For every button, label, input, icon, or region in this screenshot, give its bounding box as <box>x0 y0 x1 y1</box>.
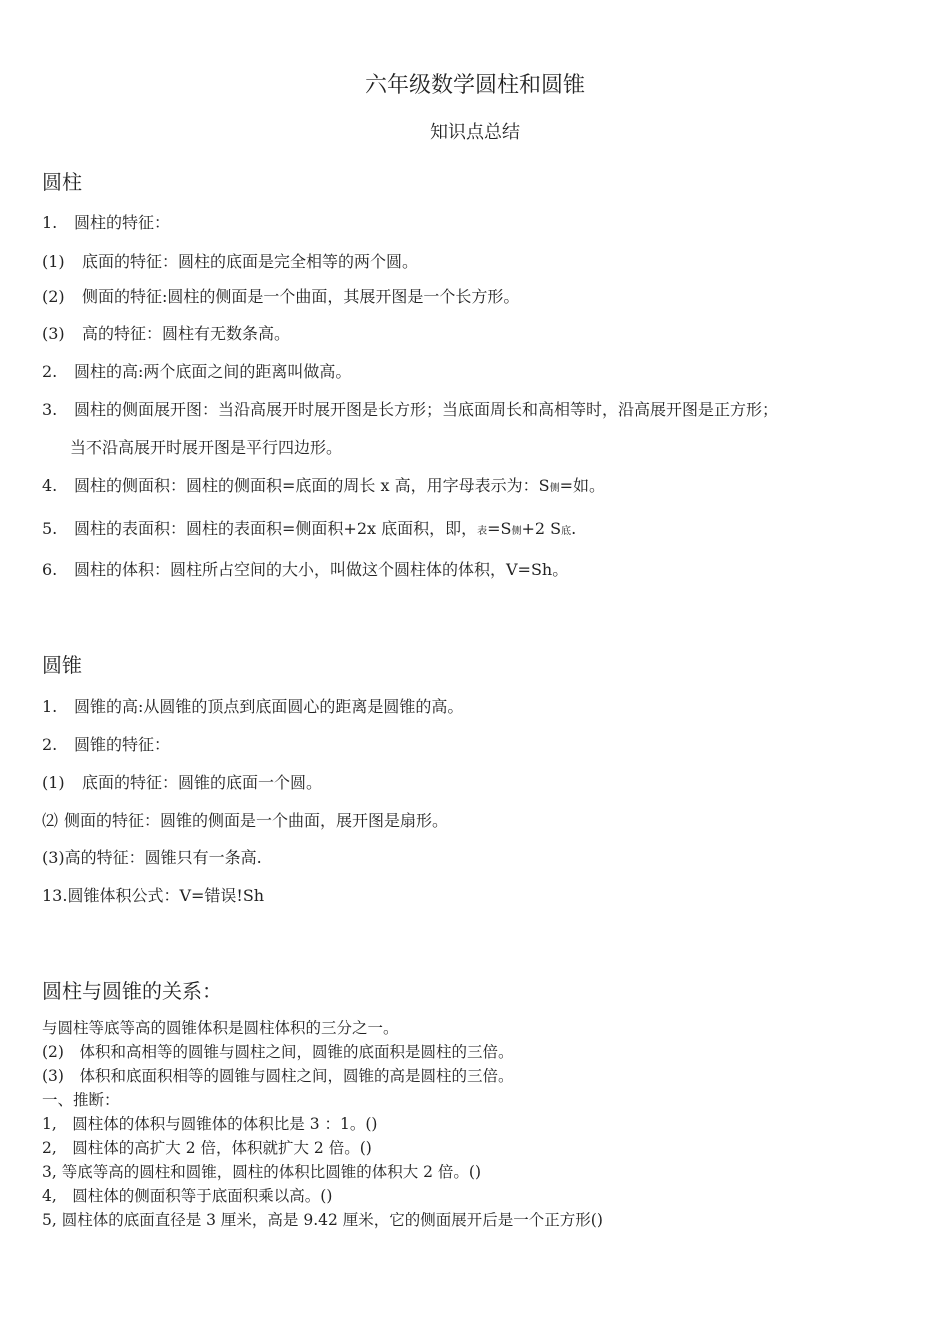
relation-line: 5, 圆柱体的底面直径是 3 厘米，高是 9.42 厘米，它的侧面展开后是一个正方形() <box>42 1211 603 1229</box>
item-text: 圆锥的特征： <box>74 735 171 754</box>
list-item <box>42 886 264 906</box>
item-number: 4. <box>42 476 58 495</box>
item-text: 高的特征：圆柱有无数条高。 <box>82 324 291 343</box>
list-item <box>42 519 576 542</box>
list-item-continuation <box>70 438 342 458</box>
item-number: 1. <box>42 697 58 716</box>
list-item <box>42 773 322 793</box>
item-number: 2. <box>42 735 58 754</box>
subscript: 表 <box>477 526 488 537</box>
item-text: 圆锥体积公式：V=错误!Sh <box>67 886 265 905</box>
relation-heading: 圆柱与圆锥的关系： <box>42 979 222 1003</box>
list-item <box>42 400 778 420</box>
item-number: 13. <box>42 886 68 905</box>
relation-line: 2, 圆柱体的高扩大 2 倍，体积就扩大 2 倍。() <box>42 1139 372 1157</box>
formula-part: +2 S <box>521 519 562 538</box>
item-text: 圆柱的侧面展开图：当沿高展开时展开图是长方形；当底面周长和高相等时，沿高展开图是正方形； <box>74 400 779 419</box>
item-text: 高的特征：圆锥只有一条高. <box>64 848 262 867</box>
subscript: 底 <box>561 526 572 537</box>
list-item <box>42 287 519 307</box>
list-item <box>42 213 170 233</box>
item-number: (2) <box>42 287 65 306</box>
item-text: 底面的特征：圆锥的底面一个圆。 <box>82 773 323 792</box>
item-text: 圆锥的高:从圆锥的顶点到底面圆心的距离是圆锥的高。 <box>74 697 464 716</box>
item-text-tail: =如。 <box>559 476 605 495</box>
item-number: ⑵ <box>42 811 59 830</box>
list-item <box>42 476 605 499</box>
item-number: 2. <box>42 362 58 381</box>
list-item <box>42 811 448 831</box>
list-item <box>42 848 262 868</box>
item-number: (3) <box>42 324 65 343</box>
list-item <box>42 324 290 344</box>
list-item <box>42 252 418 272</box>
list-item <box>42 697 463 717</box>
item-number: 3. <box>42 400 58 419</box>
item-text: 侧面的特征:圆柱的侧面是一个曲面，其展开图是一个长方形。 <box>82 287 520 306</box>
relation-line: 4, 圆柱体的侧面积等于底面积乘以高。() <box>42 1187 333 1205</box>
list-item <box>42 362 351 382</box>
item-number: 1. <box>42 213 58 232</box>
list-item <box>42 735 170 755</box>
relation-line: 与圆柱等底等高的圆锥体积是圆柱体积的三分之一。 <box>42 1019 399 1037</box>
item-text: 圆柱的体积：圆柱所占空间的大小，叫做这个圆柱体的体积，V=Sh。 <box>74 560 569 579</box>
list-item <box>42 560 568 580</box>
item-number: (1) <box>42 773 65 792</box>
relation-line: (2) 体积和高相等的圆锥与圆柱之间，圆锥的底面积是圆柱的三倍。 <box>42 1043 514 1061</box>
item-number: 5. <box>42 519 58 538</box>
relation-line: 1, 圆柱体的体积与圆锥体的体积比是 3 ：1。() <box>42 1115 378 1133</box>
item-number: (1) <box>42 252 65 271</box>
item-text: 圆柱的表面积：圆柱的表面积=侧面积+2x 底面积，即， <box>74 519 478 538</box>
relation-line: (3) 体积和底面积相等的圆锥与圆柱之间，圆锥的高是圆柱的三倍。 <box>42 1067 514 1085</box>
item-text: 侧面的特征：圆锥的侧面是一个曲面，展开图是扇形。 <box>64 811 449 830</box>
item-text: 当不沿高展开时展开图是平行四边形。 <box>70 438 343 457</box>
item-text: 圆柱的特征： <box>74 213 171 232</box>
cylinder-heading: 圆柱 <box>42 170 82 194</box>
subscript: 侧 <box>511 526 522 537</box>
relation-line: 3, 等底等高的圆柱和圆锥，圆柱的体积比圆锥的体积大 2 倍。() <box>42 1163 482 1181</box>
cone-heading: 圆锥 <box>42 653 82 677</box>
item-number: 6. <box>42 560 58 579</box>
relation-line: 一、推断： <box>42 1091 120 1109</box>
document-subtitle: 知识点总结 <box>430 122 520 143</box>
item-text: 圆柱的高:两个底面之间的距离叫做高。 <box>74 362 352 381</box>
formula-part: =S <box>487 519 512 538</box>
item-number: (3) <box>42 848 65 867</box>
document-title: 六年级数学圆柱和圆锥 <box>364 73 585 98</box>
subscript: 侧 <box>549 483 560 494</box>
item-text-tail: . <box>571 519 577 538</box>
item-text: 圆柱的侧面积：圆柱的侧面积=底面的周长 x 高，用字母表示为：S <box>74 476 550 495</box>
item-text: 底面的特征：圆柱的底面是完全相等的两个圆。 <box>82 252 419 271</box>
